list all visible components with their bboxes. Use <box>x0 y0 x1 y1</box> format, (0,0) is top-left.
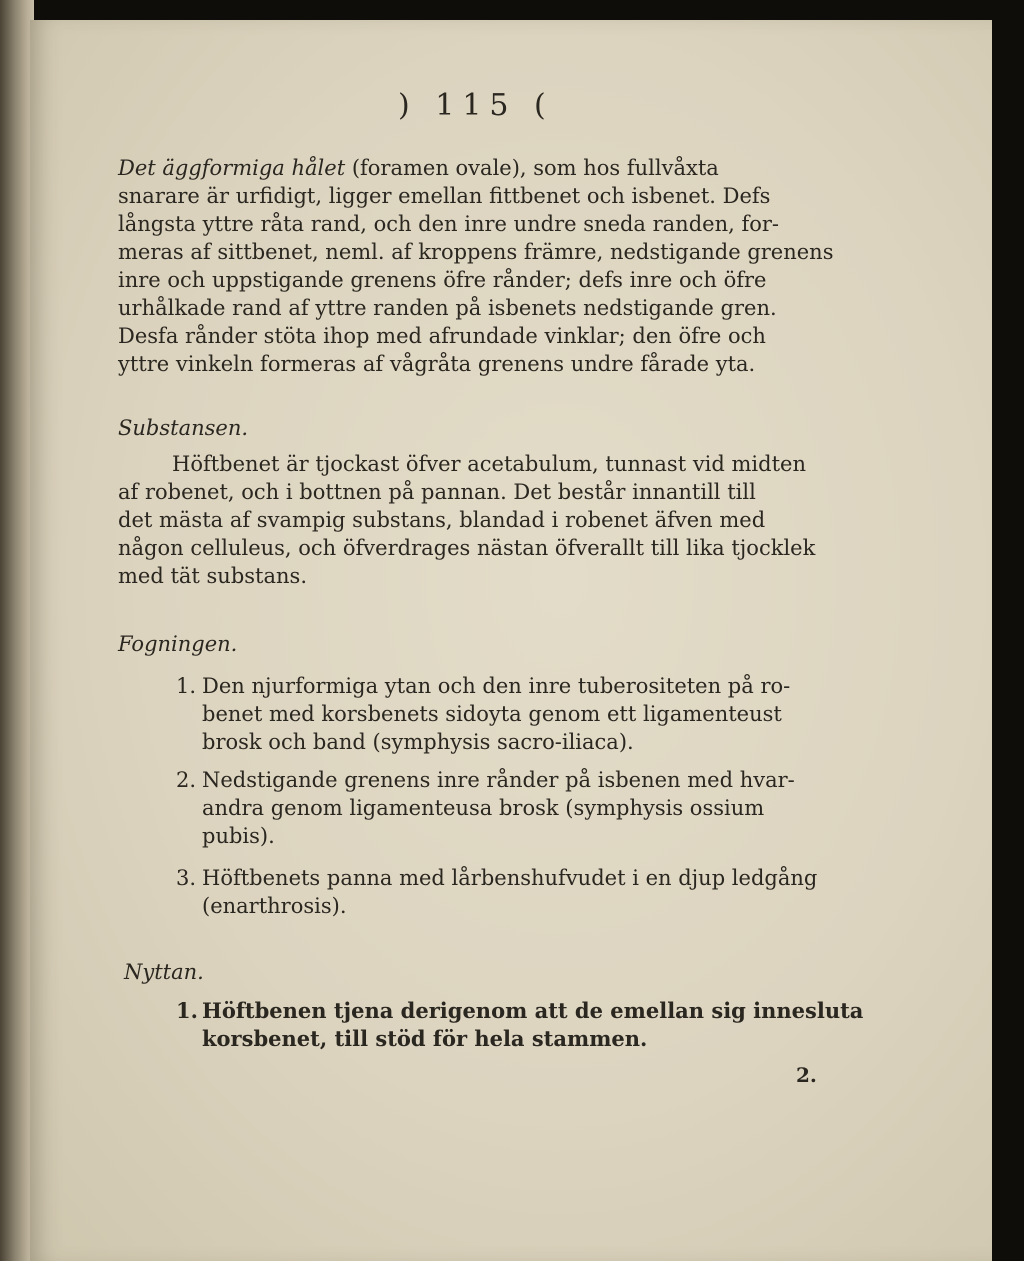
fogningen-item-2-line-1: Nedstigande grenens inre rånder på isbenen med hvar- <box>202 768 795 792</box>
substansen-line-4: någon celluleus, och öfverdrages nästan öfverallt till lika tjocklek <box>118 536 816 560</box>
page-edge-shadow <box>992 20 1024 1261</box>
substansen-line-1: Höftbenet är tjockast öfver acetabulum, tunnast vid midten <box>172 452 806 476</box>
paragraph-1-line-4: meras af sittbenet, neml. af kroppens främre, nedstigande grenens <box>118 240 834 264</box>
fogningen-item-3-number: 3. <box>176 866 197 890</box>
fogningen-item-1-number: 1. <box>176 674 197 698</box>
paragraph-1-term: Det äggformiga hålet <box>118 156 346 180</box>
nyttan-item-1-number: 1. <box>176 998 198 1023</box>
section-heading-fogningen: Fogningen. <box>118 632 238 656</box>
fogningen-item-3-line-2: (enarthrosis). <box>202 894 347 918</box>
nyttan-item-1-line-2: korsbenet, till stöd för hela stammen. <box>202 1026 648 1051</box>
paragraph-1-line-1 <box>118 156 719 180</box>
fogningen-item-2-line-3: pubis). <box>202 824 275 848</box>
fogningen-item-2-number: 2. <box>176 768 197 792</box>
paragraph-1-line-8: yttre vinkeln formeras af vågråta grenens undre fårade yta. <box>118 352 756 376</box>
paragraph-1-line-5: inre och uppstigande grenens öfre rånder; defs inre och öfre <box>118 268 767 292</box>
paragraph-1-line-7: Desfa rånder stöta ihop med afrundade vinklar; den öfre och <box>118 324 766 348</box>
substansen-line-2: af robenet, och i bottnen på pannan. Det består innantill till <box>118 480 756 504</box>
page-number: ) 115 ( <box>398 88 554 123</box>
section-heading-nyttan: Nyttan. <box>124 960 204 984</box>
fogningen-item-1-line-2: benet med korsbenets sidoyta genom ett ligamenteust <box>202 702 782 726</box>
fogningen-item-1-line-1: Den njurformiga ytan och den inre tuberositeten på ro- <box>202 674 791 698</box>
substansen-line-5: med tät substans. <box>118 564 307 588</box>
substansen-line-3: det mästa af svampig substans, blandad i robenet äfven med <box>118 508 766 532</box>
fogningen-item-2-line-2: andra genom ligamenteusa brosk (symphysis ossium <box>202 796 765 820</box>
book-spine <box>0 0 34 1261</box>
paragraph-1-line-3: långsta yttre råta rand, och den inre undre sneda randen, for- <box>118 212 780 236</box>
paragraph-1-line-1-text: (foramen ovale), som hos fullvåxta <box>351 156 719 180</box>
fogningen-item-1-line-3: brosk och band (symphysis sacro-iliaca). <box>202 730 634 754</box>
section-heading-substansen: Substansen. <box>118 416 249 440</box>
nyttan-item-1-line-1: Höftbenen tjena derigenom att de emellan sig innesluta <box>202 998 864 1023</box>
catchword: 2. <box>796 1063 817 1087</box>
fogningen-item-3-line-1: Höftbenets panna med lårbenshufvudet i en djup ledgång <box>202 866 818 890</box>
paragraph-1-line-2: snarare är urfidigt, ligger emellan fittbenet och isbenet. Defs <box>118 184 771 208</box>
paragraph-1-line-6: urhålkade rand af yttre randen på isbenets nedstigande gren. <box>118 296 777 320</box>
